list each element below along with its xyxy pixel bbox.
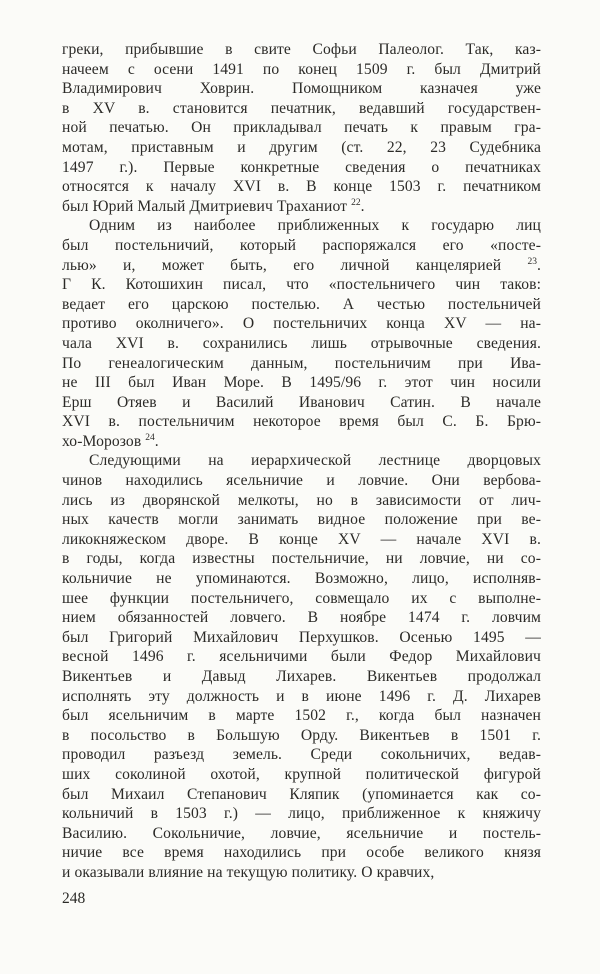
- text-line: мотам, приставным и другим (ст. 22, 23 Судебника: [62, 138, 541, 156]
- text-line: чала XVI в. сохранились лишь отрывочные сведения.: [62, 334, 541, 352]
- text-line: был ясельничим в марте 1502 г., когда был назначен: [62, 707, 541, 725]
- footnote-ref: 22: [351, 197, 361, 208]
- text-line: весной 1496 г. ясельничими были Федор Михайлович: [62, 648, 541, 666]
- footnote-ref: 24: [145, 432, 155, 443]
- text-line: ных качеств могли занимать видное положение при ве-: [62, 511, 541, 529]
- text-line: XVI в. постельничим некоторое время был С. Б. Брю-: [62, 413, 541, 431]
- page-number: 248: [62, 890, 86, 907]
- text-line: в годы, когда известны постельничие, ни ловчие, ни со-: [62, 550, 541, 568]
- text-line: в XV в. становится печатник, ведавший государствен-: [62, 99, 541, 117]
- text-line: был Григорий Михайлович Перхушков. Осенью 1495 —: [62, 628, 541, 646]
- footnote-ref: 23: [527, 256, 537, 267]
- text-line: был Михаил Степанович Кляпик (упоминается как со-: [62, 785, 541, 803]
- text-line: лись из дворянской мелкоты, но в зависимости от лич-: [62, 491, 541, 509]
- text-line: По генеалогическим данным, постельничим при Ива-: [62, 354, 541, 372]
- text-line: ших соколиной охотой, крупной политической фигурой: [62, 765, 541, 783]
- text-line: ничие все время находились при особе великого князя: [62, 844, 541, 862]
- text-line: исполнять эту должность и в июне 1496 г. Д. Лихарев: [62, 687, 541, 705]
- text-line: в посольство в Большую Орду. Викентьев в 1501 г.: [62, 726, 541, 744]
- text-block: [62, 40, 541, 883]
- text-line: начеем с осени 1491 по конец 1509 г. был Дмитрий: [62, 60, 541, 78]
- text-line: нием обязанностей ловчего. В ноябре 1474 г. ловчим: [62, 609, 541, 627]
- text-line: хо-Морозов $^{24}$.: [62, 432, 159, 450]
- text-line: шее функции постельничего, совмещало их с выполне-: [62, 589, 541, 607]
- text-line: чинов находились ясельничие и ловчие. Они вербова-: [62, 472, 541, 490]
- text-line: Г К. Котошихин писал, что «постельничего чин таков:: [62, 276, 541, 294]
- text-line: проводил разъезд земель. Среди сокольничих, ведав-: [62, 746, 541, 764]
- text-line: лью» и, может быть, его личной канцелярией $^{23}$.: [62, 256, 541, 274]
- text-line: Владимирович Ховрин. Помощником казначея уже: [62, 80, 541, 98]
- text-line: 1497 г.). Первые конкретные сведения о печатниках: [62, 158, 541, 176]
- text-line: Викентьев и Давыд Лихарев. Викентьев продолжал: [62, 668, 541, 685]
- text-line: противо околничего». О постельничих конца XV — на-: [62, 315, 541, 333]
- text-line: Следующими на иерархической лестнице дворцовых: [89, 452, 541, 470]
- text-line: был постельничий, который распоряжался его «посте-: [62, 236, 541, 254]
- text-line: кольничий в 1503 г.) — лицо, приближенное к княжичу: [62, 805, 541, 823]
- text-line: кольничие не упоминаются. Возможно, лицо, исполняв-: [62, 570, 541, 588]
- text-line: ной печатью. Он прикладывал печать к правым гра-: [62, 119, 541, 137]
- text-line: греки, прибывшие в свите Софьи Палеолог. Так, каз-: [62, 41, 541, 58]
- text-line: и оказывали влияние на текущую политику. О кравчих,: [62, 863, 435, 881]
- text-line: Ерш Отяев и Василий Иванович Сатин. В начале: [62, 393, 541, 411]
- text-line: Василию. Сокольничие, ловчие, ясельничие и постель-: [62, 824, 541, 842]
- text-line: ведает его царскою постелью. А честью постельничей: [62, 295, 541, 313]
- text-line: не III был Иван Море. В 1495/96 г. этот чин носили: [62, 374, 541, 392]
- text-line: Одним из наиболее приближенных к государю лиц: [89, 217, 541, 235]
- text-line: относятся к началу XVI в. В конце 1503 г. печатником: [62, 178, 541, 196]
- text-line: был Юрий Малый Дмитриевич Траханиот $^{22}$.: [62, 197, 365, 215]
- text-line: ликокняжеском дворе. В конце XV — начале XVI в.: [62, 530, 541, 548]
